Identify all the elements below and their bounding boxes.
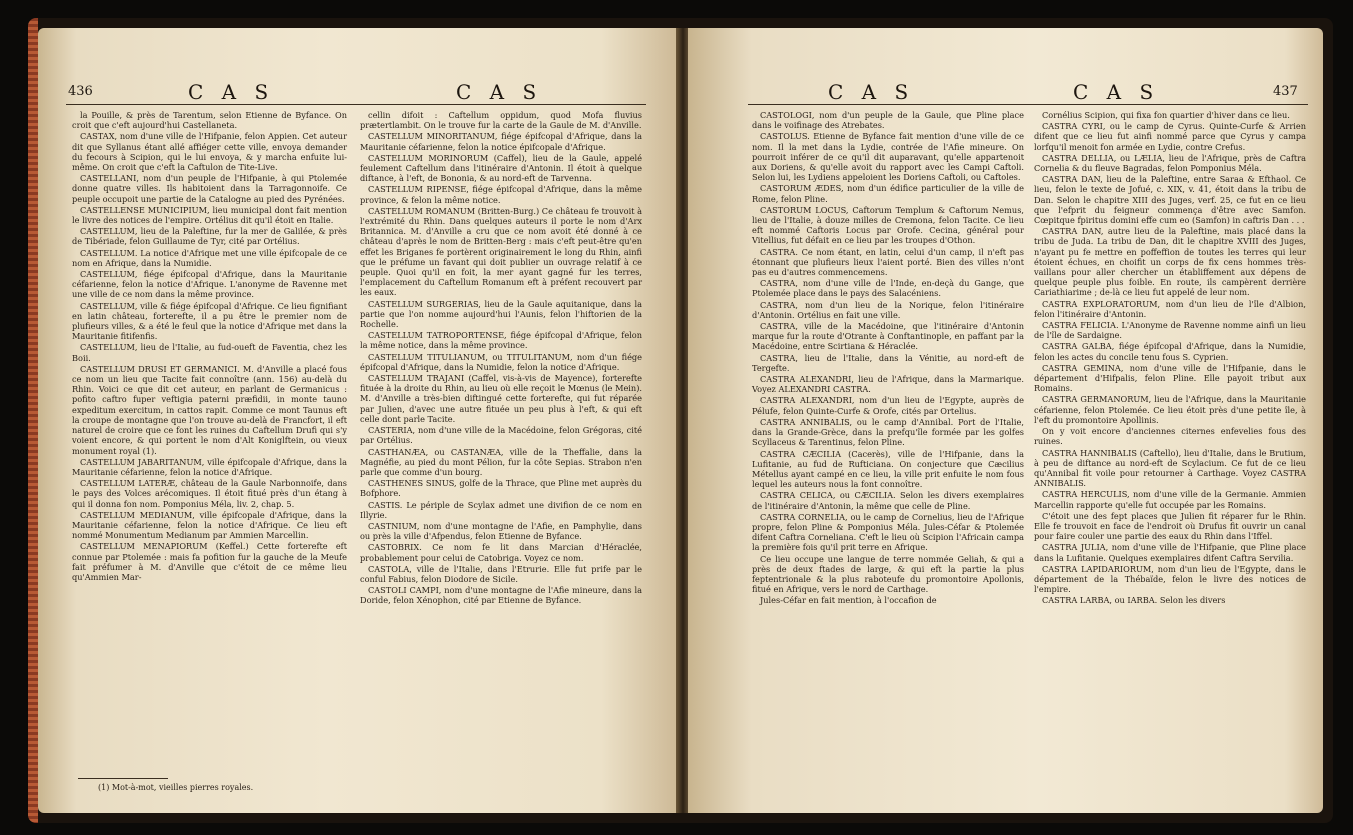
entry-paragraph: CASTELLUM ROMANUM (Britten-Burg.) Ce château fe trouvoit à l'extrémité du Rhin. Dans quelques auteurs il porte le nom d'Arx Britannica. M. d'Anville a cru que ce nom avoit été donné à ce château d'après le nom de Britten-Berg : mais c'eft peut-être qu'en effet les Briganes fe portèrent originairement le long du Rhin, ainfi que le préfume un favant qui doit publier un ouvrage relatif à ce peuple. Quoi qu'il en foit, la mer ayant gagné fur les terres, l'emplacement du Caftellum Romanum eft à préfent recouvert par les eaux. — [360, 205, 642, 298]
left-page — [38, 28, 678, 813]
entry-paragraph: CASTELLUM TITULIANUM, ou TITULITANUM, nom d'un fiége épifcopal d'Afrique, dans la Numidie, felon la notice d'Afrique. — [360, 351, 642, 372]
entry-paragraph: CASTRA ALEXANDRI, lieu de l'Afrique, dans la Marmarique. Voyez ALEXANDRI CASTRA. — [752, 374, 1024, 395]
entry-paragraph: CASTAX, nom d'une ville de l'Hifpanie, felon Appien. Cet auteur dit que Syllanus étant allé affiéger cette ville, envoya demander du fecours à Scipion, qui le lui envoya, & y marcha enfuite lui-même. On croit que c'eft la Caftulon de Tite-Live. — [72, 131, 347, 173]
entry-paragraph: CASTELLUM SURGERIAS, lieu de la Gaule aquitanique, dans la partie que l'on nomme aujourd'hui l'Aunis, felon l'hiftorien de la Rochelle. — [360, 298, 642, 330]
entry-paragraph: CASTELLANI, nom d'un peuple de l'Hifpanie, à qui Ptolemée donne quatre villes. Ils habitoient dans la Tarragonnoife. Ce peuple occupoit une partie de la Catalogne au pied des Pyrénées. — [72, 173, 347, 204]
entry-paragraph: CASTRA LAPIDARIORUM, nom d'un lieu de l'Egypte, dans le département de la Thébaïde, felon le livre des notices de l'empire. — [1034, 563, 1306, 595]
entry-paragraph: CASTELLUM MEDIANUM, ville épifcopale d'Afrique, dans la Mauritanie céfarienne, felon la notice d'Afrique. Ce lieu eft nommé Monumentum Medianum par Ammien Marcellin. — [72, 509, 347, 541]
entry-paragraph: CASTRA CYRI, ou le camp de Cyrus. Quinte-Curfe & Arrien difent que ce lieu fut ainfi nommé parce que Cyrus y campa lorfqu'il menoit fon armée en Lydie, contre Crefus. — [1034, 121, 1306, 152]
entry-paragraph: CASTRA ALEXANDRI, nom d'un lieu de l'Egypte, auprès de Pélufe, felon Quinte-Curfe & Orofe, cités par Ortelius. — [752, 395, 1024, 416]
entry-paragraph: CASTORUM LOCUS, Caftorum Templum & Caftorum Nemus, lieu de l'Italie, à douze milles de Cremona, felon Tacite. Ce lieu eft nommé Caftoris Locus par Orofe. Cecina, général pour Vitellius, fut défait en ce lieu par les troupes d'Othon. — [752, 204, 1024, 246]
entry-paragraph: CASTRA HANNIBALIS (Caftello), lieu d'Italie, dans le Brutium, à peu de diftance au nord-eft de Scylacium. Ce fut de ce lieu qu'Annibal fit voile pour retourner à Carthage. Voyez CASTRA ANNIBALIS. — [1034, 447, 1306, 489]
entry-paragraph: cellin difoit : Caftellum oppidum, quod Mofa fluvius prætertlambit. On le trouve fur la carte de la Gaule de M. d'Anville. — [360, 110, 642, 131]
entry-paragraph: CASTELLUM RIPENSE, fiége épifcopal d'Afrique, dans la même province, & felon la même notice. — [360, 184, 642, 205]
header-rule — [748, 104, 1308, 105]
entry-paragraph: CASTOLA, ville de l'Italie, dans l'Etrurie. Elle fut prife par le conful Fabius, felon Diodore de Sicile. — [360, 563, 642, 584]
entry-paragraph: CASTNIUM, nom d'une montagne de l'Afie, en Pamphylie, dans ou près la ville d'Afpendus, felon Etienne de Byfance. — [360, 520, 642, 542]
footnote-rule — [78, 778, 168, 779]
entry-paragraph: CASTRA GERMANORUM, lieu de l'Afrique, dans la Mauritanie céfarienne, felon Ptolemée. Ce lieu étoit près d'une petite île, à l'eft du promontoire Apollinis. — [1034, 394, 1306, 425]
entry-paragraph: CASTELLUM MINORITANUM, fiége épifcopal d'Afrique, dans la Mauritanie céfarienne, felon la notice épifcopale d'Afrique. — [360, 131, 642, 152]
column-2 — [1034, 110, 1306, 607]
entry-paragraph: CASTRA CORNELIA, ou le camp de Cornelius, lieu de l'Afrique propre, felon Pline & Pomponius Méla. Jules-Céfar & Ptolemée difent Caftra Corneliana. C'eft le lieu où Scipion l'Africain campa la première fois qu'il prit terre en Afrique. — [752, 511, 1024, 553]
entry-paragraph: CASTRA CELICA, ou CÆCILIA. Selon les divers exemplaires de l'itinéraire d'Antonin, la même que celle de Pline. — [752, 490, 1024, 511]
column-1 — [72, 110, 347, 583]
entry-paragraph: CASTOLI CAMPI, nom d'une montagne de l'Afie mineure, dans la Doride, felon Xénophon, cité par Etienne de Byfance. — [360, 585, 642, 606]
entry-paragraph: CASTRA. Ce nom étant, en latin, celui d'un camp, il n'eft pas étonnant que plufieurs lieux l'aient porté. Bien des villes n'ont pas eu d'autres commencemens. — [752, 246, 1024, 278]
entry-paragraph: C'étoit une des fept places que Julien fit réparer fur le Rhin. Elle fe trouvoit en face de l'endroit où Drufus fit ouvrir un canal pour faire couler une partie des eaux du Rhin dans l'Iffel. — [1034, 510, 1306, 542]
running-header: C A S — [828, 80, 915, 104]
entry-paragraph: CASTELLENSE MUNICIPIUM, lieu municipal dont fait mention le livre des notices de l'empire. Ortélius dit qu'il étoit en Italie. — [72, 204, 347, 226]
entry-paragraph: CASTELLUM MENAPIORUM (Keffel.) Cette forterefte eft connue par Ptolemée : mais fa pofition fur la gauche de la Meufe fait préfumer à M. d'Anville que c'étoit de ce même lieu qu'Ammien Mar- — [72, 541, 347, 582]
entry-paragraph: CASTOLOGI, nom d'un peuple de la Gaule, que Pline place dans le voifinage des Atrebates. — [752, 110, 1024, 131]
entry-paragraph: CASTELLUM DRUSI ET GERMANICI. M. d'Anville a placé fous ce nom un lieu que Tacite fait connoître (ann. 156) au-delà du Rhin. Voici ce que dit cet auteur, en parlant de Germanicus : pofito caftro fuper veftigia paterni præfidii, in monte tauno expeditum exercitum, in cattos rapit. Comme ce mont Taunus eft la croupe de montagne que l'on trouve au-delà de Francfort, il eft naturel de croire que ce font les ruines du Caftellum Drufi qui s'y voient encore, & qui portent le nom d'Alt Koniglftein, ou vieux monument royal (1). — [72, 363, 347, 456]
entry-paragraph: CASTOBRIX. Ce nom fe lit dans Marcian d'Héraclée, probablement pour celui de Catobriga. Voyez ce nom. — [360, 542, 642, 563]
running-header-2: C A S — [456, 80, 543, 104]
entry-paragraph: CASTRA HERCULIS, nom d'une ville de la Germanie. Ammien Marcellin rapporte qu'elle fut occupée par les Romains. — [1034, 489, 1306, 510]
header-rule — [66, 104, 646, 105]
entry-paragraph: CASTRA, lieu de l'Italie, dans la Vénitie, au nord-eft de Tergefte. — [752, 352, 1024, 373]
entry-paragraph: la Pouille, & près de Tarentum, selon Etienne de Byfance. On croit que c'eft aujourd'hui Castellaneta. — [72, 110, 347, 131]
page-number: 436 — [68, 84, 93, 99]
entry-paragraph: Ce lieu occupe une langue de terre nommée Geliah, & qui a près de deux ftades de large, & qui eft la partie la plus feptentrionale & la plus raboteufe du promontoire Apollonis, fitué en Afrique, vers le nord de Carthage. — [752, 553, 1024, 595]
entry-paragraph: CASTHENES SINUS, golfe de la Thrace, que Pline met auprès du Bofphore. — [360, 478, 642, 499]
open-book — [28, 18, 1333, 823]
page-number: 437 — [1273, 84, 1298, 99]
column-1 — [752, 110, 1024, 607]
entry-paragraph: CASTELLUM, ville & fiége épifcopal d'Afrique. Ce lieu fignifiant en latin château, forterefte, il a pu être le premier nom de plufieurs villes, & a été le feul que la notice d'Afrique met dans la Mauritanie fitifenfis. — [72, 300, 347, 342]
entry-paragraph: CASTRA FELICIA. L'Anonyme de Ravenne nomme ainfi un lieu de l'île de Sardaigne. — [1034, 320, 1306, 341]
entry-paragraph: CASTRA, ville de la Macédoine, que l'itinéraire d'Antonin marque fur la route d'Otrante à Conftantinople, en paffant par la Macédoine, entre Scirtiana & Héraclée. — [752, 321, 1024, 352]
entry-paragraph: CASTRA DAN, autre lieu de la Paleftine, mais placé dans la tribu de Juda. La tribu de Dan, dit le chapitre XVIII des Juges, n'ayant pu fe mettre en poffeffion de toutes les terres qui leur étoient échues, en choifit un corps de fix cens hommes très-vaillans pour aller chercher un établiffement aux dépens de quelque peuple plus foible. En route, ils campèrent derrière Cariathiarime ; de-là ce lieu fut appelé de leur nom. — [1034, 226, 1306, 298]
column-2 — [360, 110, 642, 607]
entry-paragraph: CASTELLUM LATERÆ, château de la Gaule Narbonnoife, dans le pays des Volces arécomiques. Il étoit fitué près d'un étang à qui il donna fon nom. Pomponius Méla, liv. 2, chap. 5. — [72, 478, 347, 509]
entry-paragraph: On y voit encore d'anciennes citernes enfevelies fous des ruines. — [1034, 426, 1306, 447]
entry-paragraph: CASTELLUM MORINORUM (Caffel), lieu de la Gaule, appelé feulement Caftellum dans l'itinéraire d'Antonin. Il étoit à quelque diftance, à l'eft, de Bononia, & au nord-eft de Tarvenna. — [360, 152, 642, 184]
entry-paragraph: CASTELLUM TATROPORTENSE, fiége épifcopal d'Afrique, felon la même notice, dans la même province. — [360, 330, 642, 351]
entry-paragraph: CASTORUM ÆDES, nom d'un édifice particulier de la ville de Rome, felon Pline. — [752, 183, 1024, 204]
entry-paragraph: CASTELLUM, lieu de la Paleftine, fur la mer de Galilée, & près de Tibériade, felon Guillaume de Tyr, cité par Ortélius. — [72, 226, 347, 247]
book-edge — [28, 18, 38, 823]
entry-paragraph: CASTRA GEMINA, nom d'une ville de l'Hifpanie, dans le département d'Hifpalis, felon Pline. Elle payoit tribut aux Romains. — [1034, 362, 1306, 394]
entry-paragraph: CASTRA, nom d'une ville de l'Inde, en-deçà du Gange, que Ptolemée place dans le pays des Salacéniens. — [752, 278, 1024, 299]
running-header-2: C A S — [1073, 80, 1160, 104]
entry-paragraph: CASTRA JULIA, nom d'une ville de l'Hifpanie, que Pline place dans la Lufitanie. Quelques exemplaires difent Caftra Servilia. — [1034, 542, 1306, 563]
entry-paragraph: CASTRA, nom d'un lieu de la Norique, felon l'itinéraire d'Antonin. Ortélius en fait une ville. — [752, 299, 1024, 320]
entry-paragraph: Cornélius Scipion, qui fixa fon quartier d'hiver dans ce lieu. — [1042, 110, 1290, 120]
entry-paragraph: CASTRA CÆCILIA (Cacerès), ville de l'Hifpanie, dans la Lufitanie, au fud de Rufticiana. On conjecture que Cæcilius Métellus ayant campé en ce lieu, la ville prit enfuite le nom fous lequel les auteurs nous la font connoître. — [752, 448, 1024, 490]
footnote: (1) Mot-à-mot, vieilles pierres royales. — [98, 783, 254, 792]
entry-paragraph: CASTOLUS. Etienne de Byfance fait mention d'une ville de ce nom. Il la met dans la Lydie, contrée de l'Afie mineure. On pourroit inférer de ce qu'il dit auparavant, qu'elle appartenoit aux Doriens, & qu'elle avoit du rapport avec les Campi Caftoli. Selon lui, les Lydiens appeloient les Doriens Caftoli, ou Caftoles. — [752, 131, 1024, 183]
entry-paragraph: CASTERIA, nom d'une ville de la Macédoine, felon Grégoras, cité par Ortélius. — [360, 425, 642, 446]
entry-paragraph: CASTELLUM JABARITANUM, ville épifcopale d'Afrique, dans la Mauritanie céfarienne, felon la notice d'Afrique. — [72, 456, 347, 477]
entry-paragraph: CASTELLUM TRAJANI (Caffel, vis-à-vis de Mayence), forterefte fituée à la droite du Rhin, au lieu où elle reçoit le Mœnus (le Mein). M. d'Anville a très-bien diftingué cette forterefte, qui fut réparée par Julien, d'avec une autre fituée un peu plus à l'eft, & qui eft celle dont parle Tacite. — [360, 373, 642, 424]
entry-paragraph: CASTHANÆA, ou CASTANÆA, ville de la Theffalie, dans la Magnéfie, au pied du mont Pélion, fur la côte Sepias. Strabon n'en parle que comme d'un bourg. — [360, 446, 642, 477]
entry-paragraph: CASTRA GALBA, fiége épifcopal d'Afrique, dans la Numidie, felon les actes du concile tenu fous S. Cyprien. — [1034, 341, 1306, 362]
right-page — [688, 28, 1323, 813]
entry-paragraph: CASTRA EXPLORATORUM, nom d'un lieu de l'île d'Albion, felon l'itinéraire d'Antonin. — [1034, 298, 1306, 319]
entry-paragraph: CASTIS. Le périple de Scylax admet une divifion de ce nom en Illyrie. — [360, 499, 642, 520]
entry-paragraph: Jules-Céfar en fait mention, à l'occafion de — [760, 595, 937, 606]
entry-paragraph: CASTELLUM, lieu de l'Italie, au fud-oueft de Faventia, chez les Boii. — [72, 342, 347, 363]
entry-paragraph: CASTELLUM, fiége épifcopal d'Afrique, dans la Mauritanie céfarienne, felon la notice d'Afrique. L'anonyme de Ravenne met une ville de ce nom dans la même province. — [72, 269, 347, 300]
entry-paragraph: CASTRA DELLIA, ou LÆLIA, lieu de l'Afrique, près de Caftra Cornelia & du fleuve Bagradas, felon Pomponius Méla. — [1034, 152, 1306, 174]
entry-paragraph: CASTRA ANNIBALIS, ou le camp d'Annibal. Port de l'Italie, dans la Grande-Grèce, dans la prefqu'île formée par les golfes Scyllaceus & Tarentinus, felon Pline. — [752, 416, 1024, 448]
entry-paragraph: CASTRA DAN, lieu de la Paleftine, entre Saraa & Efthaol. Ce lieu, felon le texte de Jofué, c. XIX, v. 41, étoit dans la tribu de Dan. Selon le chapitre XIII des Juges, verf. 25, ce fut en ce lieu que l'efprit du feigneur commença d'être avec Samfon. Cœpitque fpiritus domini effe cum eo (Samfon) in caftris Dan . . . — [1034, 174, 1306, 226]
entry-paragraph: CASTELLUM. La notice d'Afrique met une ville épifcopale de ce nom en Afrique, dans la Numidie. — [72, 247, 347, 268]
entry-paragraph: CASTRA LARBA, ou IARBA. Selon les divers — [1042, 595, 1226, 606]
running-header: C A S — [188, 80, 275, 104]
